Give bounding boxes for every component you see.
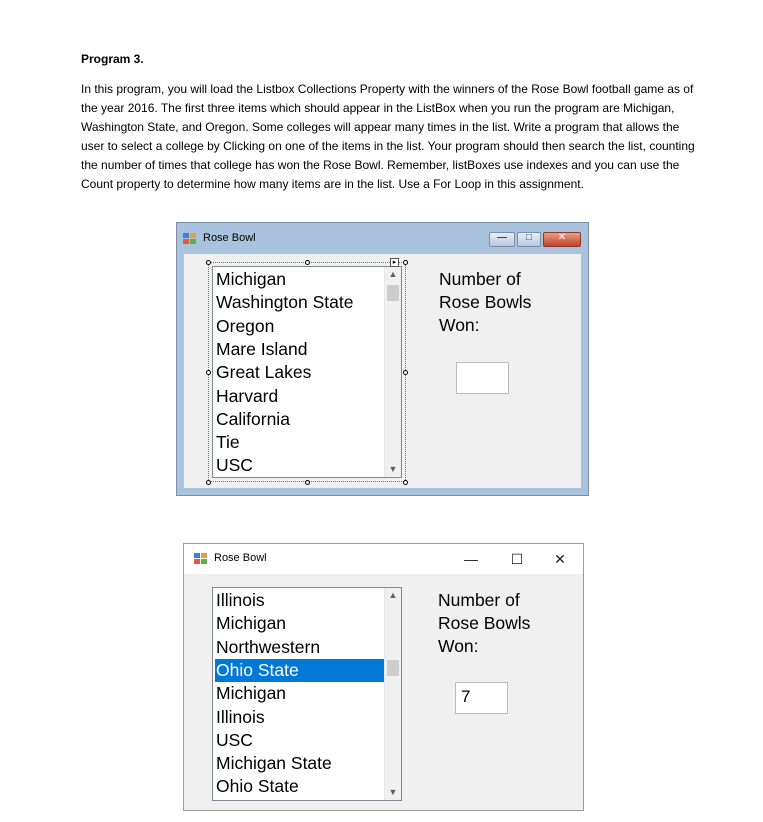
list-item[interactable]: Michigan xyxy=(216,683,287,704)
scroll-up-icon[interactable]: ▲ xyxy=(388,269,398,279)
window-title: Rose Bowl xyxy=(214,552,267,564)
minimize-icon: — xyxy=(464,551,478,567)
close-icon: ✕ xyxy=(557,232,567,243)
window-title: Rose Bowl xyxy=(203,232,256,244)
list-item[interactable]: California xyxy=(216,408,290,429)
list-item[interactable]: Illinois xyxy=(216,590,265,610)
wins-count-textbox[interactable]: 7 xyxy=(455,682,508,714)
list-item[interactable]: Mare Island xyxy=(216,338,308,359)
minimize-button[interactable] xyxy=(448,544,494,574)
list-item[interactable]: Northwestern xyxy=(216,636,321,657)
wins-count-textbox[interactable] xyxy=(456,362,509,394)
list-item[interactable]: Michigan xyxy=(216,269,287,289)
colleges-listbox[interactable] xyxy=(212,266,402,478)
form-client-area xyxy=(184,574,583,810)
scroll-down-icon[interactable]: ▼ xyxy=(388,787,398,797)
resize-handle[interactable] xyxy=(403,370,408,375)
list-item[interactable]: Harvard xyxy=(216,385,279,406)
minimize-button[interactable] xyxy=(489,232,515,247)
resize-handle[interactable] xyxy=(403,260,408,265)
maximize-icon: ☐ xyxy=(510,551,524,567)
list-item[interactable]: Washington State xyxy=(216,292,354,313)
program-heading: Program 3. xyxy=(81,52,144,66)
label-number-of: Number of xyxy=(438,590,520,610)
list-item[interactable]: Tie xyxy=(216,432,240,453)
list-item[interactable]: Oregon xyxy=(216,315,275,336)
title-bar[interactable] xyxy=(177,223,588,254)
list-item[interactable]: Michigan xyxy=(216,613,287,634)
resize-handle[interactable] xyxy=(206,480,211,485)
rose-bowl-window-running xyxy=(183,543,584,811)
scroll-up-icon[interactable]: ▲ xyxy=(388,590,398,600)
label-won: Won: xyxy=(438,636,479,656)
smart-tag-icon[interactable]: ▸ xyxy=(390,258,399,267)
listbox-scrollbar[interactable] xyxy=(384,267,401,477)
label-rose-bowls: Rose Bowls xyxy=(439,292,532,312)
instructions-paragraph: In this program, you will load the Listbox Collections Property with the winners of the Rose Bowl football game as of the year 2016. The first three items which should appear in the ListBox when you run the program are Michigan, Washington State, and Oregon. Some colleges will appear many times in the list. Write a program that allows the user to select a college by Clicking on one of the items in the list. Your program should then search the list, counting the number of times that college has won the Rose Bowl. Remember, listBoxes use indexes and you can use the Count property to determine how many items are in the list. Use a For Loop in this assignment. xyxy=(81,82,695,192)
list-item[interactable]: Great Lakes xyxy=(216,362,312,383)
list-item[interactable]: USC xyxy=(216,455,253,476)
list-item[interactable]: USC xyxy=(216,729,253,750)
resize-handle[interactable] xyxy=(206,260,211,265)
resize-handle[interactable] xyxy=(305,480,310,485)
list-item[interactable]: Michigan State xyxy=(216,753,332,774)
scroll-thumb[interactable] xyxy=(387,285,399,301)
list-item[interactable]: Ohio State xyxy=(216,776,299,797)
label-won: Won: xyxy=(439,315,480,335)
listbox-scrollbar[interactable] xyxy=(384,588,401,800)
title-bar[interactable] xyxy=(184,544,583,574)
scroll-down-icon[interactable]: ▼ xyxy=(388,464,398,474)
label-rose-bowls: Rose Bowls xyxy=(438,613,531,633)
label-number-of: Number of xyxy=(439,269,521,289)
close-button[interactable] xyxy=(537,544,583,574)
maximize-icon: □ xyxy=(525,232,533,243)
app-icon xyxy=(183,233,197,245)
resize-handle[interactable] xyxy=(403,480,408,485)
form-client-area xyxy=(184,254,581,488)
close-button[interactable] xyxy=(543,232,581,247)
maximize-button[interactable] xyxy=(517,232,541,247)
rose-bowl-window-design xyxy=(176,222,589,496)
app-icon xyxy=(194,553,208,565)
resize-handle[interactable] xyxy=(305,260,310,265)
colleges-listbox[interactable] xyxy=(212,587,402,801)
list-item[interactable]: Illinois xyxy=(216,706,265,727)
maximize-button[interactable] xyxy=(494,544,540,574)
resize-handle[interactable] xyxy=(206,370,211,375)
list-item-selected[interactable]: Ohio State xyxy=(215,659,388,682)
close-icon: ✕ xyxy=(554,551,566,567)
scroll-thumb[interactable] xyxy=(387,660,399,676)
minimize-icon: — xyxy=(497,232,507,243)
